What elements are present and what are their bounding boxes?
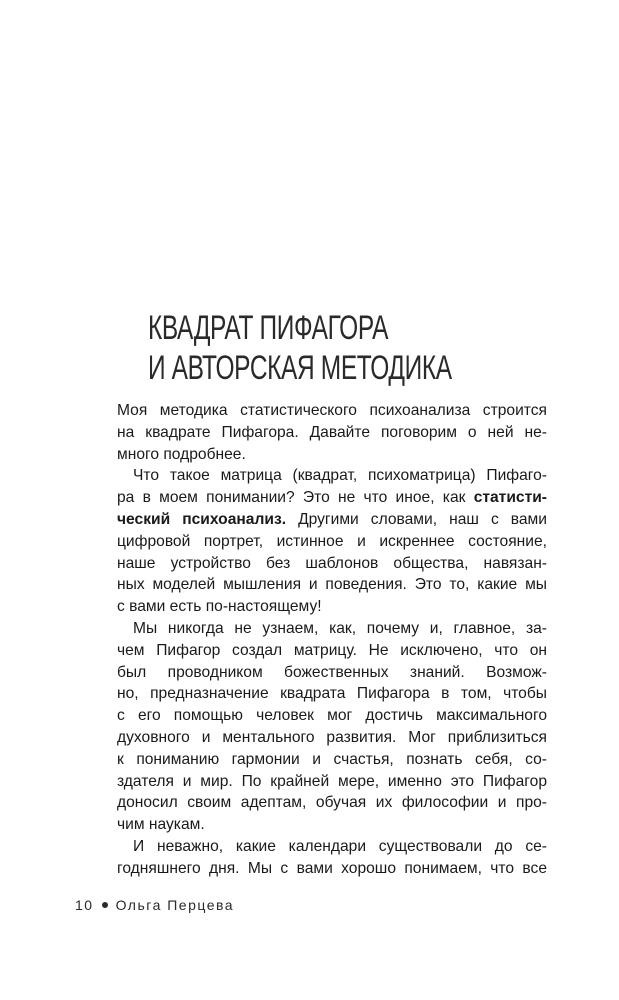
- text-line: был проводником божественных знаний. Возмож-: [117, 663, 547, 681]
- text-line: чим наукам.: [117, 816, 205, 834]
- text-line: [117, 487, 547, 509]
- text-line: доносил своим адептам, обучая их философии и про-: [117, 794, 547, 812]
- text-line: на квадрате Пифагора. Давайте поговорим о ней не-: [117, 423, 547, 441]
- text-line: наше устройство без шаблонов общества, навязан-: [117, 554, 547, 572]
- text-line: годняшнего дня. Мы с вами хорошо понимаем, что все: [117, 859, 547, 877]
- text-line: И неважно, какие календари существовали до се-: [133, 837, 547, 855]
- chapter-heading-line-1: КВАДРАТ ПИФАГОРА: [148, 309, 389, 347]
- text-line: но, предназначение квадрата Пифагора в том, чтобы: [117, 685, 547, 703]
- text-span: Другими словами, наш с вами: [286, 510, 547, 528]
- text-line: с его помощью человек мог достичь максимального: [117, 707, 547, 725]
- text-line: Что такое матрица (квадрат, психоматрица) Пифаго-: [133, 467, 547, 485]
- page-footer: [75, 897, 234, 913]
- page-number: 10: [75, 897, 94, 913]
- bold-term: статисти-: [473, 489, 547, 507]
- text-line: чем Пифагор создал матрицу. Не исключено, что он: [117, 641, 547, 659]
- chapter-heading-line-2: И АВТОРСКАЯ МЕТОДИКА: [148, 349, 452, 387]
- text-line: цифровой портрет, истинное и искреннее состояние,: [117, 532, 547, 550]
- text-line: с вами есть по-настоящему!: [117, 598, 322, 616]
- text-line: духовного и ментального развития. Мог приблизиться: [117, 728, 547, 746]
- author-name: Ольга Перцева: [115, 897, 235, 913]
- text-line: много подробнее.: [117, 445, 246, 463]
- body-text: [117, 400, 547, 880]
- bullet-icon: [102, 902, 108, 908]
- bold-term: ческий психоанализ.: [117, 510, 287, 528]
- text-line: Мы никогда не узнаем, как, почему и, главное, за-: [133, 619, 547, 637]
- chapter-heading: [148, 308, 465, 388]
- text-line: [117, 509, 547, 531]
- text-line: к пониманию гармонии и счастья, познать себя, со-: [117, 750, 547, 768]
- text-line: ных моделей мышления и поведения. Это то, какие мы: [117, 576, 547, 594]
- text-line: здателя и мир. По крайней мере, именно это Пифагор: [117, 772, 547, 790]
- text-line: Моя методика статистического психоанализа строится: [117, 402, 547, 419]
- text-span: ра в моем понимании? Это не что иное, как: [117, 489, 474, 507]
